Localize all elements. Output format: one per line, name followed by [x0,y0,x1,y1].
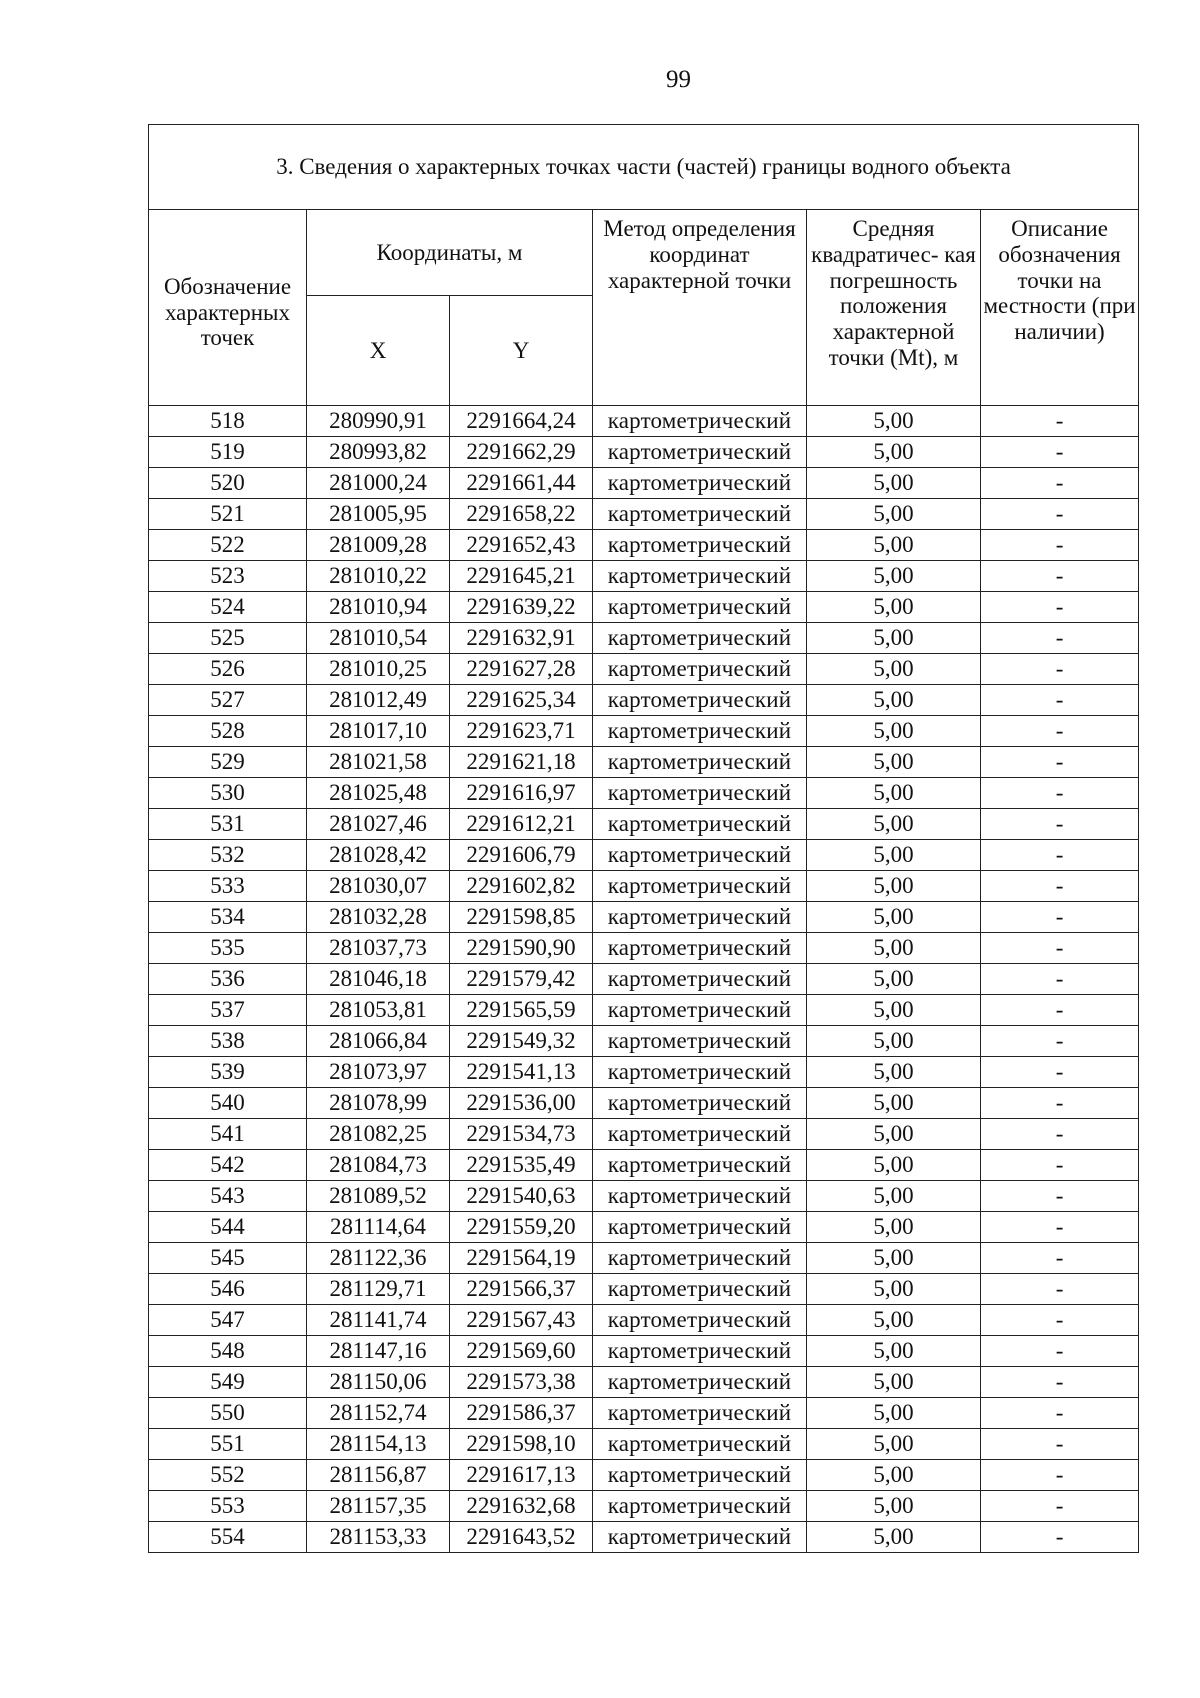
description-cell: - [981,871,1139,902]
point-number-cell: 531 [149,809,307,840]
error-cell: 5,00 [807,1026,981,1057]
point-number-cell: 518 [149,406,307,437]
method-cell: картометрический [593,1398,807,1429]
method-cell: картометрический [593,1491,807,1522]
error-cell: 5,00 [807,1460,981,1491]
coord-y-cell: 2291536,00 [450,1088,593,1119]
method-cell: картометрический [593,685,807,716]
method-cell: картометрический [593,623,807,654]
method-cell: картометрический [593,840,807,871]
coord-x-cell: 281046,18 [307,964,450,995]
table-row [149,933,1139,964]
error-cell: 5,00 [807,406,981,437]
table-row [149,1491,1139,1522]
error-cell: 5,00 [807,437,981,468]
table-row [149,809,1139,840]
coord-x-cell: 281037,73 [307,933,450,964]
table-row [149,437,1139,468]
coord-x-cell: 281066,84 [307,1026,450,1057]
table-row [149,1305,1139,1336]
point-number-cell: 533 [149,871,307,902]
description-cell: - [981,933,1139,964]
coord-y-cell: 2291664,24 [450,406,593,437]
point-number-cell: 523 [149,561,307,592]
point-number-cell: 550 [149,1398,307,1429]
coord-x-cell: 281073,97 [307,1057,450,1088]
method-cell: картометрический [593,1305,807,1336]
coord-y-cell: 2291639,22 [450,592,593,623]
error-cell: 5,00 [807,1150,981,1181]
coord-x-cell: 280990,91 [307,406,450,437]
error-cell: 5,00 [807,1491,981,1522]
method-cell: картометрический [593,530,807,561]
point-number-cell: 551 [149,1429,307,1460]
coord-x-cell: 281150,06 [307,1367,450,1398]
table-row [149,778,1139,809]
table-row [149,1274,1139,1305]
description-cell: - [981,1460,1139,1491]
description-cell: - [981,1088,1139,1119]
point-number-cell: 538 [149,1026,307,1057]
coord-x-cell: 281012,49 [307,685,450,716]
coord-y-cell: 2291661,44 [450,468,593,499]
point-number-cell: 529 [149,747,307,778]
description-cell: - [981,1522,1139,1553]
coord-y-cell: 2291586,37 [450,1398,593,1429]
table-row [149,623,1139,654]
coord-y-cell: 2291534,73 [450,1119,593,1150]
coord-y-cell: 2291627,28 [450,654,593,685]
point-number-cell: 543 [149,1181,307,1212]
header-method: Метод определения координат характерной точки [593,210,807,406]
coord-y-cell: 2291598,85 [450,902,593,933]
error-cell: 5,00 [807,623,981,654]
coord-y-cell: 2291564,19 [450,1243,593,1274]
header-x: X [307,296,450,406]
error-cell: 5,00 [807,1088,981,1119]
error-cell: 5,00 [807,468,981,499]
point-number-cell: 545 [149,1243,307,1274]
coord-y-cell: 2291625,34 [450,685,593,716]
coord-y-cell: 2291645,21 [450,561,593,592]
coord-x-cell: 281122,36 [307,1243,450,1274]
coord-y-cell: 2291643,52 [450,1522,593,1553]
coord-y-cell: 2291569,60 [450,1336,593,1367]
method-cell: картометрический [593,437,807,468]
point-number-cell: 544 [149,1212,307,1243]
coord-y-cell: 2291535,49 [450,1150,593,1181]
error-cell: 5,00 [807,592,981,623]
coord-x-cell: 281010,54 [307,623,450,654]
table-row [149,499,1139,530]
coord-y-cell: 2291541,13 [450,1057,593,1088]
method-cell: картометрический [593,902,807,933]
table-row [149,1088,1139,1119]
point-number-cell: 534 [149,902,307,933]
coord-x-cell: 281156,87 [307,1460,450,1491]
method-cell: картометрический [593,809,807,840]
coord-y-cell: 2291549,32 [450,1026,593,1057]
method-cell: картометрический [593,1181,807,1212]
coord-y-cell: 2291579,42 [450,964,593,995]
coord-y-cell: 2291606,79 [450,840,593,871]
coord-x-cell: 281010,22 [307,561,450,592]
method-cell: картометрический [593,1119,807,1150]
error-cell: 5,00 [807,1243,981,1274]
table-row [149,1181,1139,1212]
method-cell: картометрический [593,1367,807,1398]
header-designation: Обозначение характерных точек [149,210,307,406]
method-cell: картометрический [593,778,807,809]
method-cell: картометрический [593,654,807,685]
method-cell: картометрический [593,1336,807,1367]
point-number-cell: 554 [149,1522,307,1553]
point-number-cell: 540 [149,1088,307,1119]
description-cell: - [981,1491,1139,1522]
error-cell: 5,00 [807,809,981,840]
description-cell: - [981,406,1139,437]
coord-x-cell: 281005,95 [307,499,450,530]
point-number-cell: 549 [149,1367,307,1398]
coord-x-cell: 281032,28 [307,902,450,933]
table-row [149,1212,1139,1243]
description-cell: - [981,561,1139,592]
method-cell: картометрический [593,1243,807,1274]
error-cell: 5,00 [807,1212,981,1243]
header-y: Y [450,296,593,406]
method-cell: картометрический [593,1429,807,1460]
header-coordinates: Координаты, м [307,210,593,296]
table-row [149,530,1139,561]
coord-y-cell: 2291652,43 [450,530,593,561]
point-number-cell: 542 [149,1150,307,1181]
boundary-points-table [148,124,1139,1553]
table-row [149,561,1139,592]
table-row [149,747,1139,778]
coord-y-cell: 2291559,20 [450,1212,593,1243]
table-row [149,468,1139,499]
point-number-cell: 530 [149,778,307,809]
method-cell: картометрический [593,592,807,623]
error-cell: 5,00 [807,1119,981,1150]
table-body [149,406,1139,1553]
point-number-cell: 546 [149,1274,307,1305]
table-row [149,1150,1139,1181]
description-cell: - [981,1367,1139,1398]
method-cell: картометрический [593,1274,807,1305]
point-number-cell: 536 [149,964,307,995]
error-cell: 5,00 [807,933,981,964]
coord-x-cell: 281009,28 [307,530,450,561]
table-row [149,995,1139,1026]
description-cell: - [981,1150,1139,1181]
point-number-cell: 524 [149,592,307,623]
method-cell: картометрический [593,1088,807,1119]
point-number-cell: 519 [149,437,307,468]
coord-x-cell: 281152,74 [307,1398,450,1429]
coord-x-cell: 281027,46 [307,809,450,840]
coord-y-cell: 2291632,91 [450,623,593,654]
error-cell: 5,00 [807,530,981,561]
method-cell: картометрический [593,747,807,778]
point-number-cell: 525 [149,623,307,654]
error-cell: 5,00 [807,1367,981,1398]
coord-x-cell: 281114,64 [307,1212,450,1243]
point-number-cell: 520 [149,468,307,499]
error-cell: 5,00 [807,902,981,933]
table-row [149,1057,1139,1088]
method-cell: картометрический [593,871,807,902]
table-row [149,1398,1139,1429]
coord-x-cell: 280993,82 [307,437,450,468]
description-cell: - [981,964,1139,995]
method-cell: картометрический [593,1460,807,1491]
table-row [149,840,1139,871]
description-cell: - [981,840,1139,871]
method-cell: картометрический [593,995,807,1026]
table-row [149,1336,1139,1367]
coord-y-cell: 2291590,90 [450,933,593,964]
error-cell: 5,00 [807,716,981,747]
description-cell: - [981,1243,1139,1274]
description-cell: - [981,716,1139,747]
point-number-cell: 528 [149,716,307,747]
coord-x-cell: 281141,74 [307,1305,450,1336]
coord-y-cell: 2291658,22 [450,499,593,530]
error-cell: 5,00 [807,561,981,592]
table-row [149,1522,1139,1553]
method-cell: картометрический [593,561,807,592]
description-cell: - [981,685,1139,716]
method-cell: картометрический [593,1522,807,1553]
coord-x-cell: 281154,13 [307,1429,450,1460]
header-error: Средняя квадратичес- кая погрешность положения характерной точки (Mt), м [807,210,981,406]
point-number-cell: 537 [149,995,307,1026]
description-cell: - [981,530,1139,561]
point-number-cell: 522 [149,530,307,561]
description-cell: - [981,1336,1139,1367]
error-cell: 5,00 [807,995,981,1026]
coord-x-cell: 281147,16 [307,1336,450,1367]
description-cell: - [981,592,1139,623]
coord-x-cell: 281028,42 [307,840,450,871]
coord-x-cell: 281084,73 [307,1150,450,1181]
coord-x-cell: 281021,58 [307,747,450,778]
error-cell: 5,00 [807,871,981,902]
method-cell: картометрический [593,468,807,499]
table-row [149,902,1139,933]
coord-x-cell: 281010,25 [307,654,450,685]
method-cell: картометрический [593,964,807,995]
table-row [149,406,1139,437]
table-row [149,1460,1139,1491]
coord-y-cell: 2291632,68 [450,1491,593,1522]
error-cell: 5,00 [807,747,981,778]
description-cell: - [981,1057,1139,1088]
coord-y-cell: 2291566,37 [450,1274,593,1305]
description-cell: - [981,995,1139,1026]
coord-y-cell: 2291617,13 [450,1460,593,1491]
error-cell: 5,00 [807,1181,981,1212]
method-cell: картометрический [593,1026,807,1057]
error-cell: 5,00 [807,778,981,809]
error-cell: 5,00 [807,1429,981,1460]
point-number-cell: 548 [149,1336,307,1367]
table-row [149,1119,1139,1150]
description-cell: - [981,623,1139,654]
description-cell: - [981,1305,1139,1336]
method-cell: картометрический [593,499,807,530]
table-row [149,1367,1139,1398]
method-cell: картометрический [593,1057,807,1088]
point-number-cell: 547 [149,1305,307,1336]
description-cell: - [981,654,1139,685]
coord-x-cell: 281030,07 [307,871,450,902]
table-row [149,654,1139,685]
error-cell: 5,00 [807,1274,981,1305]
point-number-cell: 539 [149,1057,307,1088]
description-cell: - [981,499,1139,530]
description-cell: - [981,1429,1139,1460]
coord-y-cell: 2291616,97 [450,778,593,809]
method-cell: картометрический [593,1212,807,1243]
error-cell: 5,00 [807,1305,981,1336]
coord-x-cell: 281000,24 [307,468,450,499]
point-number-cell: 535 [149,933,307,964]
point-number-cell: 527 [149,685,307,716]
error-cell: 5,00 [807,1057,981,1088]
description-cell: - [981,437,1139,468]
description-cell: - [981,747,1139,778]
description-cell: - [981,778,1139,809]
table-row [149,592,1139,623]
coord-x-cell: 281010,94 [307,592,450,623]
coord-x-cell: 281153,33 [307,1522,450,1553]
table-row [149,964,1139,995]
description-cell: - [981,902,1139,933]
description-cell: - [981,1274,1139,1305]
coord-y-cell: 2291565,59 [450,995,593,1026]
coord-y-cell: 2291598,10 [450,1429,593,1460]
point-number-cell: 541 [149,1119,307,1150]
description-cell: - [981,1398,1139,1429]
table-row [149,1026,1139,1057]
method-cell: картометрический [593,406,807,437]
coord-x-cell: 281129,71 [307,1274,450,1305]
coord-x-cell: 281157,35 [307,1491,450,1522]
method-cell: картометрический [593,1150,807,1181]
table-row [149,1429,1139,1460]
coord-x-cell: 281078,99 [307,1088,450,1119]
coord-y-cell: 2291662,29 [450,437,593,468]
error-cell: 5,00 [807,964,981,995]
page-number: 99 [666,66,691,93]
table-row [149,1243,1139,1274]
point-number-cell: 521 [149,499,307,530]
coord-y-cell: 2291567,43 [450,1305,593,1336]
coord-y-cell: 2291573,38 [450,1367,593,1398]
point-number-cell: 553 [149,1491,307,1522]
coord-x-cell: 281017,10 [307,716,450,747]
coord-x-cell: 281082,25 [307,1119,450,1150]
coord-x-cell: 281089,52 [307,1181,450,1212]
description-cell: - [981,1119,1139,1150]
header-description: Описание обозначения точки на местности (при наличии) [981,210,1139,406]
error-cell: 5,00 [807,1398,981,1429]
error-cell: 5,00 [807,1522,981,1553]
error-cell: 5,00 [807,654,981,685]
table-row [149,685,1139,716]
coord-y-cell: 2291602,82 [450,871,593,902]
table-row [149,871,1139,902]
coord-y-cell: 2291621,18 [450,747,593,778]
description-cell: - [981,809,1139,840]
table-title: 3. Сведения о характерных точках части (частей) границы водного объекта [149,125,1139,210]
coord-y-cell: 2291540,63 [450,1181,593,1212]
error-cell: 5,00 [807,685,981,716]
point-number-cell: 526 [149,654,307,685]
point-number-cell: 532 [149,840,307,871]
error-cell: 5,00 [807,499,981,530]
description-cell: - [981,1026,1139,1057]
description-cell: - [981,468,1139,499]
description-cell: - [981,1212,1139,1243]
coord-y-cell: 2291623,71 [450,716,593,747]
point-number-cell: 552 [149,1460,307,1491]
description-cell: - [981,1181,1139,1212]
method-cell: картометрический [593,933,807,964]
error-cell: 5,00 [807,1336,981,1367]
method-cell: картометрический [593,716,807,747]
error-cell: 5,00 [807,840,981,871]
coord-x-cell: 281025,48 [307,778,450,809]
coord-x-cell: 281053,81 [307,995,450,1026]
coord-y-cell: 2291612,21 [450,809,593,840]
table-row [149,716,1139,747]
